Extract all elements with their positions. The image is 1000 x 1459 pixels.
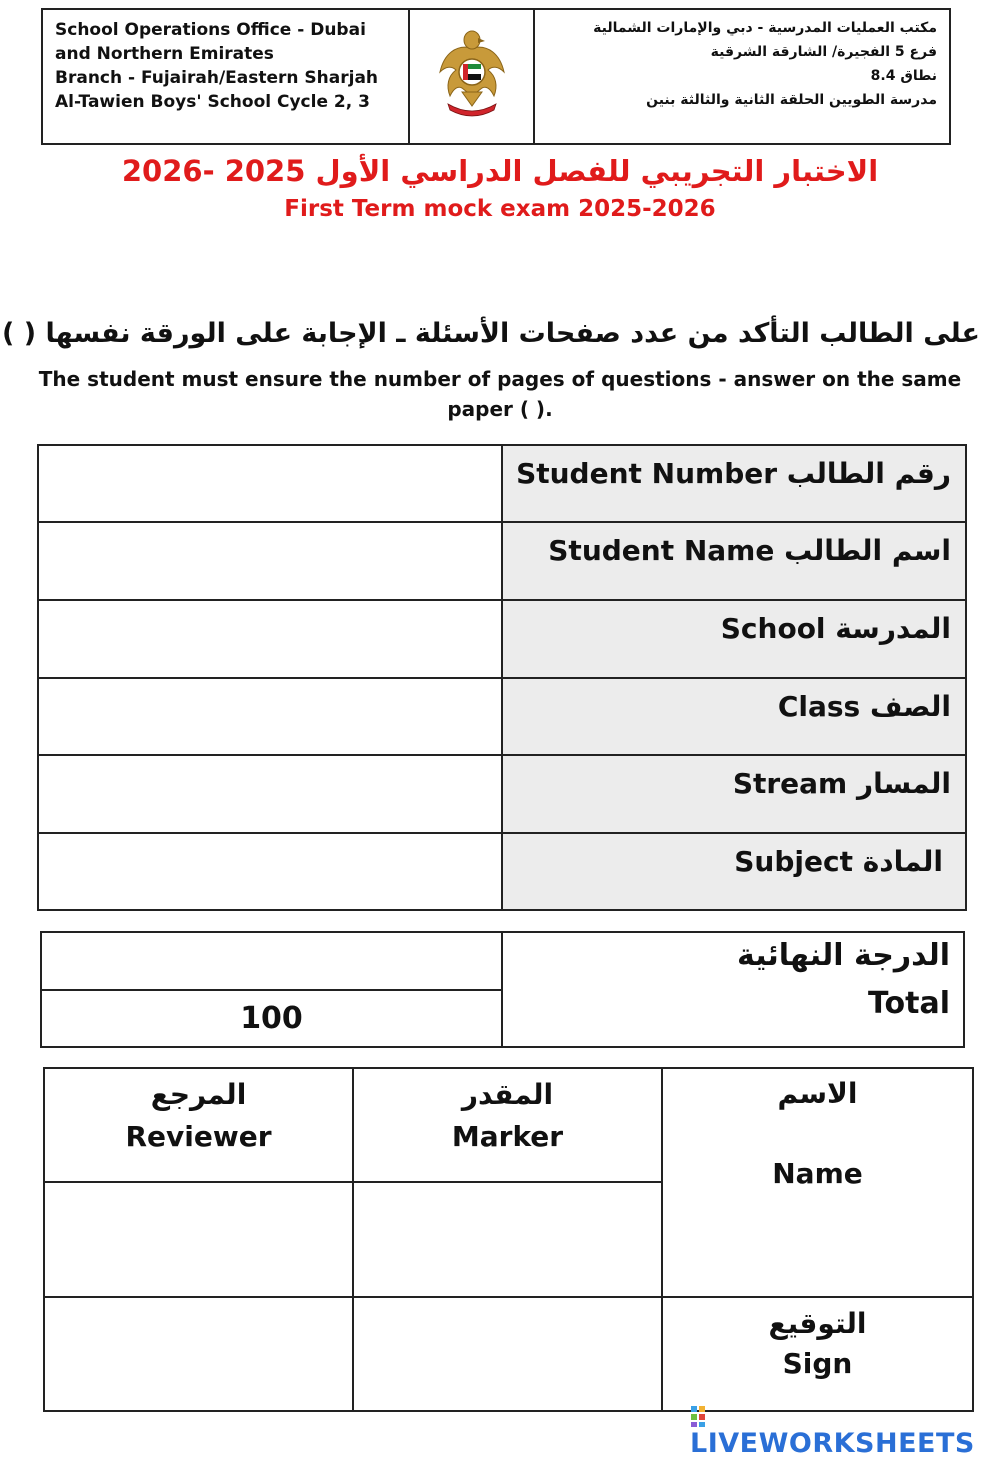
exam-title-arabic: الاختبار التجريبي للفصل الدراسي الأول 2025 -2026 [121, 154, 879, 188]
header-right-text [535, 10, 949, 118]
header-right-line: فرع 5 الفجيرة/ الشارقة الشرقية [710, 44, 937, 60]
header-right-line: نطاق 8.4 [870, 68, 937, 84]
student-number-value[interactable] [39, 446, 501, 522]
instruction-arabic: على الطالب التأكد من عدد صفحات الأسئلة ـ الإجابة على الورقة نفسها ( ) [2, 318, 980, 349]
total-max-score: 100 [240, 1001, 303, 1036]
marker-name-field[interactable] [354, 1183, 661, 1296]
label-ar: رقم الطالب [786, 457, 951, 490]
label-en: Stream [732, 767, 848, 800]
reviewer-name-field[interactable] [45, 1183, 352, 1296]
student-number-label [503, 446, 965, 522]
reviewer-label-en: Reviewer [125, 1120, 272, 1153]
marker-label-ar: المقدر [461, 1078, 554, 1111]
uae-emblem-icon [436, 26, 508, 118]
student-name-label [503, 523, 965, 599]
label-ar: المسار [856, 767, 951, 800]
class-value[interactable] [39, 679, 501, 755]
sign-label-en: Sign [782, 1347, 853, 1380]
header-left-line: and Northern Emirates [55, 44, 274, 64]
exam-title-english: First Term mock exam 2025-2026 [284, 196, 716, 222]
header-left-text [43, 10, 408, 122]
header-divider-left [408, 8, 410, 145]
label-en: Student Number [516, 457, 778, 490]
label-ar: اسم الطالب [784, 534, 951, 567]
header-left-line: School Operations Office - Dubai [55, 20, 366, 40]
total-score-field[interactable] [42, 933, 501, 989]
header-left-line: Al-Tawien Boys' School Cycle 2, 3 [55, 92, 370, 112]
label-en: Subject [734, 845, 853, 878]
header-right-line: مكتب العمليات المدرسية - دبي والإمارات الشمالية [593, 20, 937, 36]
liveworksheets-watermark [690, 1404, 995, 1459]
label-ar: المدرسة [835, 612, 951, 645]
reviewer-header [45, 1074, 352, 1158]
header-left-line: Branch - Fujairah/Eastern Sharjah [55, 68, 379, 88]
label-en: School [720, 612, 826, 645]
reviewer-sign-field[interactable] [45, 1298, 352, 1410]
label-en: Student Name [548, 534, 775, 567]
total-label-english: Total [868, 986, 950, 1021]
instruction-english: The student must ensure the number of pages of questions - answer on the same paper ( ). [38, 367, 962, 421]
label-en: Class [777, 690, 861, 723]
school-value[interactable] [39, 601, 501, 677]
sign-row-label [663, 1304, 972, 1384]
marker-header [354, 1074, 661, 1158]
school-label [503, 601, 965, 677]
header-right-line: مدرسة الطويين الحلقة الثانية والثالثة بنين [646, 92, 937, 108]
liveworksheets-logo-icon [690, 1404, 714, 1428]
sign-label-ar: التوقيع [768, 1307, 867, 1340]
class-label [503, 679, 965, 755]
name-header [663, 1074, 972, 1296]
label-ar: الصف [869, 690, 951, 723]
name-label-en: Name [772, 1157, 863, 1190]
watermark-text: LIVEWORKSHEETS [690, 1428, 975, 1459]
student-name-value[interactable] [39, 523, 501, 599]
subject-value[interactable] [39, 834, 501, 909]
label-ar: المادة [862, 845, 943, 878]
subject-label [503, 834, 965, 909]
marker-label-en: Marker [451, 1120, 564, 1153]
stream-value[interactable] [39, 756, 501, 832]
marker-sign-field[interactable] [354, 1298, 661, 1410]
total-label-arabic: الدرجة النهائية [737, 938, 950, 973]
name-label-ar: الاسم [777, 1077, 858, 1110]
reviewer-label-ar: المرجع [150, 1078, 247, 1111]
stream-label [503, 756, 965, 832]
